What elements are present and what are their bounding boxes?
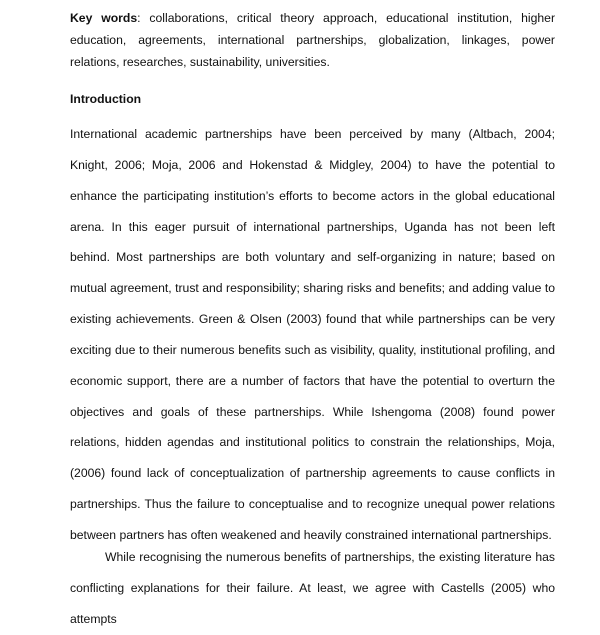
keywords-text: : collaborations, critical theory approach, educational institution, higher education, agreements, international partnerships, globalization, linkages, power relations, researches, sustainability, universities. — [70, 11, 555, 69]
keywords-paragraph — [70, 7, 555, 73]
introduction-paragraph-1: International academic partnerships have been perceived by many (Altbach, 2004; Knight, 2006; Moja, 2006 and Hokenstad & Midgley, 2004) to have the potential to enhance the participating institution’s efforts to become actors in the global educational arena. In this eager pursuit of international partnerships, Uganda has not been left behind. Most partnerships are both voluntary and self-organizing in nature; based on mutual agreement, trust and responsibility; sharing risks and benefits; and adding value to existing achievements. Green & Olsen (2003) found that while partnerships can be very exciting due to their numerous benefits such as visibility, quality, institutional profiling, and economic support, there are a number of factors that have the potential to overturn the objectives and goals of these partnerships. While Ishengoma (2008) found power relations, hidden agendas and institutional politics to constrain the relationships, Moja, (2006) found lack of conceptualization of partnership agreements to cause conflicts in partnerships. Thus the failure to conceptualise and to recognize unequal power relations between partners has often weakened and heavily constrained international partnerships. — [70, 127, 555, 542]
section-heading-introduction: Introduction — [70, 92, 142, 106]
introduction-paragraph-2: While recognising the numerous benefits of partnerships, the existing literature has conflicting explanations for their failure. At least, we agree with Castells (2005) who attempts — [70, 550, 555, 626]
keywords-label: Key words — [70, 11, 138, 25]
